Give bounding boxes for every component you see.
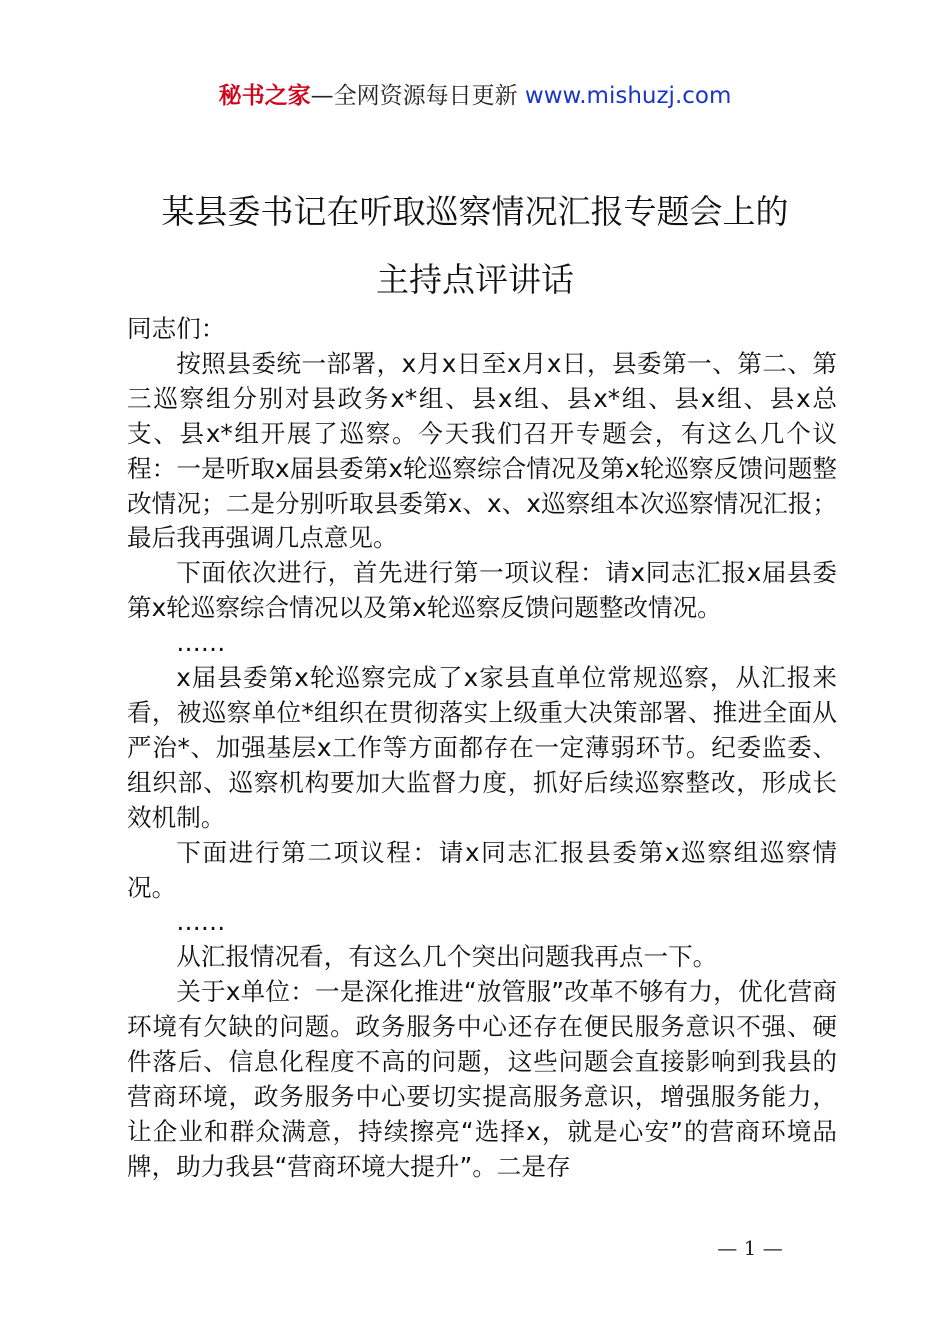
body-paragraph: x届县委第x轮巡察完成了x家县直单位常规巡察，从汇报来看，被巡察单位*组织在贯彻落实上级重大决策部署、推进全面从严治*、加强基层x工作等方面都存在一定薄弱环节。纪委监委、组织部、巡察机构要加大监督力度，抓好后续巡察整改，形成长效机制。 — [127, 663, 837, 832]
body-paragraph: 按照县委统一部署，x月x日至x月x日，县委第一、第二、第三巡察组分别对县政务x*组、县x组、县x*组、县x组、县x总支、县x*组开展了巡察。今天我们召开专题会，有这么几个议程：一是听取x届县委第x轮巡察综合情况及第x轮巡察反馈问题整改情况；二是分别听取县委第x、x、x巡察组本次巡察情况汇报；最后我再强调几点意见。 — [127, 348, 837, 553]
brand-name: 秘书之家 — [218, 83, 311, 109]
body-paragraph: 从汇报情况看，有这么几个突出问题我再点一下。 — [176, 942, 718, 972]
website-link[interactable]: www.mishuzj.com — [524, 83, 732, 109]
document-title-line-2: 主持点评讲话 — [376, 260, 574, 299]
site-header — [0, 80, 950, 112]
body-paragraph: 关于x单位：一是深化推进“放管服”改革不够有力，优化营商环境有欠缺的问题。政务服务中心还存在便民服务意识不强、硬件落后、信息化程度不高的问题，这些问题会直接影响到我县的营商环境，政务服务中心要切实提高服务意识，增强服务能力，让企业和群众满意，持续擦亮“选择x，就是心安”的营商环境品牌，助力我县“营商环境大提升”。二是存 — [127, 977, 837, 1181]
body-ellipsis: …… — [176, 628, 226, 658]
body-paragraph: 下面进行第二项议程：请x同志汇报县委第x巡察组巡察情况。 — [127, 837, 837, 902]
document-body — [127, 312, 837, 1185]
body-paragraph: 下面依次进行，首先进行第一项议程：请x同志汇报x届县委第x轮巡察综合情况以及第x轮巡察反馈问题整改情况。 — [127, 558, 837, 623]
document-title-line-1: 某县委书记在听取巡察情况汇报专题会上的 — [161, 192, 789, 231]
body-ellipsis: …… — [176, 907, 226, 937]
salutation: 同志们： — [127, 314, 226, 343]
page-number: — 1 — — [717, 1236, 783, 1260]
header-tagline: —全网资源每日更新 — [310, 83, 525, 109]
